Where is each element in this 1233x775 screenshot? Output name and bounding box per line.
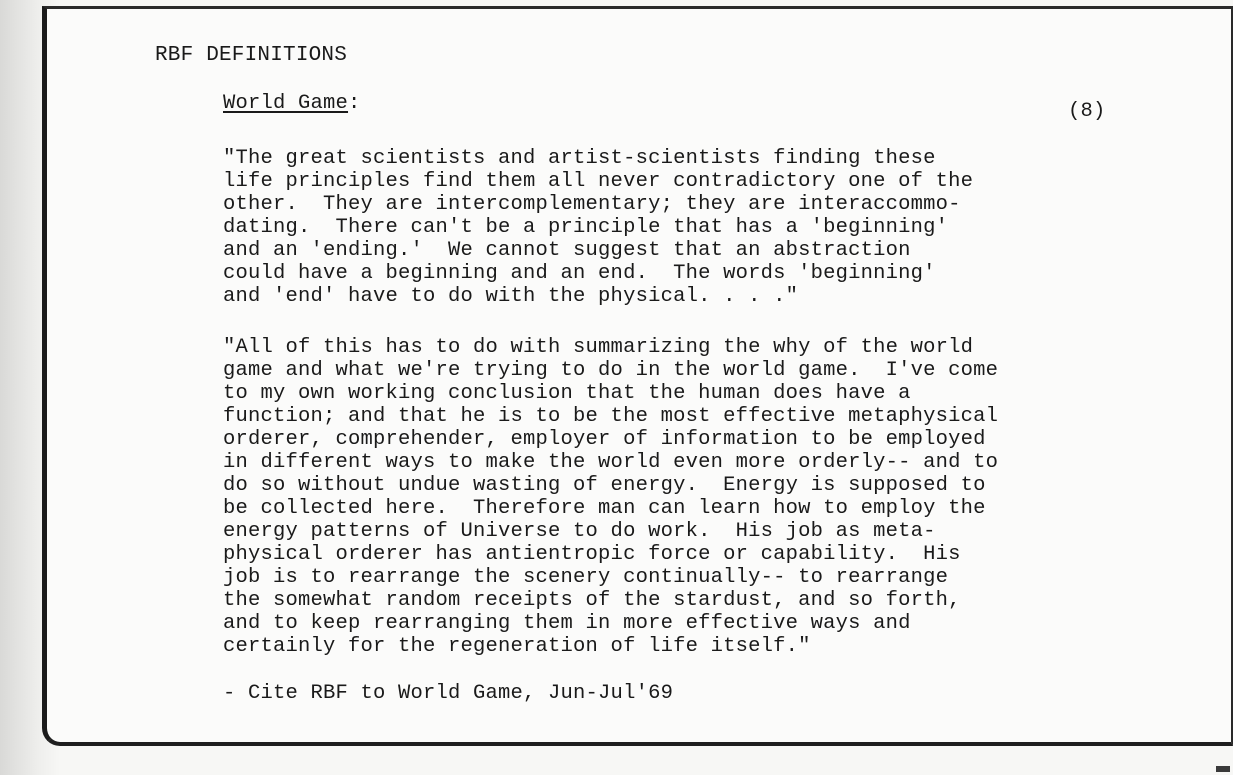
citation: - Cite RBF to World Game, Jun-Jul'69 [223, 682, 674, 705]
term-title: World Game [223, 92, 349, 115]
page-number: (8) [1068, 100, 1106, 123]
scan-artifact [1216, 766, 1230, 772]
term-heading [223, 92, 361, 115]
term-colon: : [348, 92, 361, 115]
quote-paragraph-1: "The great scientists and artist-scientists finding these life principles find them all never contradictory one of the other. They are intercomplementary; they are interaccommo- dating. There can't be a principle that has a 'beginning' and an 'ending.' We cannot suggest that an abstraction could have a beginning and an end. The words 'beginning' and 'end' have to do with the physical. . . ." [223, 147, 974, 308]
document-header: RBF DEFINITIONS [155, 44, 348, 67]
quote-paragraph-2: "All of this has to do with summarizing the why of the world game and what we're trying to do in the world game. I've come to my own working conclusion that the human does have a function; and that he is to be the most effective metaphysical orderer, comprehender, employer of information to be employed in different ways to make the world even more orderly-- and to do so without undue wasting of energy. Energy is supposed to be collected here. Therefore man can learn how to employ the energy patterns of Universe to do work. His job as meta- physical orderer has antientropic force or capability. His job is to rearrange the scenery continually-- to rearrange the somewhat random receipts of the stardust, and so forth, and to keep rearranging them in more effective ways and certainly for the regeneration of life itself." [223, 336, 999, 658]
